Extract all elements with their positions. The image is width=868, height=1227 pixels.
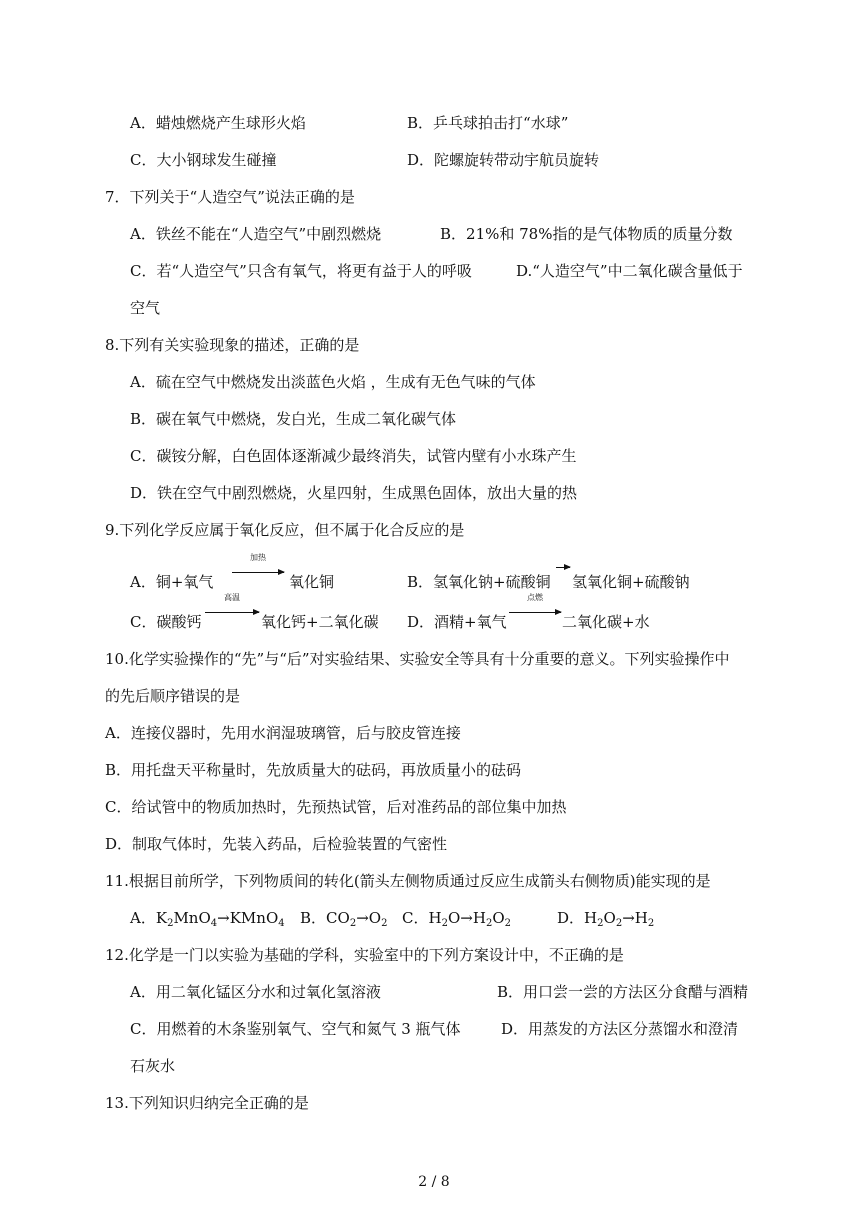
arrow-right-icon [232, 572, 284, 573]
q8-option-b: B．碳在氧气中燃烧，发白光，生成二氧化碳气体 [130, 410, 457, 428]
q6-option-c: C．大小钢球发生碰撞 [130, 151, 277, 169]
q9-option-d-left: D．酒精+氧气 [407, 613, 507, 631]
q9-option-b-arrow [556, 563, 570, 575]
q10-option-c: C．给试管中的物质加热时，先预热试管，后对准药品的部位集中加热 [105, 798, 567, 816]
q11-stem: 11.根据目前所学，下列物质间的转化(箭头左侧物质通过反应生成箭头右侧物质)能实现的是 [105, 872, 711, 890]
q8-option-c: C．碳铵分解，白色固体逐渐减少最终消失，试管内壁有小水珠产生 [130, 447, 577, 465]
q11-option-d: D．$H_2O_2\to H_2$ [557, 909, 655, 929]
q10-option-a: A．连接仪器时，先用水润湿玻璃管，后与胶皮管连接 [105, 724, 461, 742]
q6-option-b: B．乒乓球拍击打“水球” [407, 114, 569, 132]
q12-option-d-cont: 石灰水 [130, 1057, 176, 1075]
q9-option-b-left: B．氢氧化钠+硫酸铜 [407, 573, 551, 591]
q9-option-a-condition: 加热 [250, 553, 266, 562]
q10-option-d: D．制取气体时，先装入药品，后检验装置的气密性 [105, 835, 448, 853]
q7-option-d: D.“人造空气”中二氧化碳含量低于 [516, 262, 743, 280]
q12-option-c: C．用燃着的木条鉴别氧气、空气和氮气 3 瓶气体 [130, 1020, 461, 1038]
q6-option-d: D．陀螺旋转带动宇航员旋转 [407, 151, 600, 169]
q13-stem: 13.下列知识归纳完全正确的是 [105, 1094, 309, 1112]
q9-option-c-condition: 高温 [224, 593, 240, 602]
q9-option-d-condition: 点燃 [527, 593, 543, 602]
q7-option-a: A．铁丝不能在“人造空气”中剧烈燃烧 [130, 225, 382, 243]
q11-option-a: A．$K_2MnO_4\to KMnO_4$ [130, 909, 285, 929]
q7-option-b: B．21%和 78%指的是气体物质的质量分数 [440, 225, 733, 243]
q9-option-a-left: A．铜+氧气 [130, 573, 214, 591]
q9-option-c-left: C．碳酸钙 [130, 613, 202, 631]
q8-stem: 8.下列有关实验现象的描述，正确的是 [105, 336, 360, 354]
arrow-right-icon [509, 612, 561, 613]
q7-option-c: C．若“人造空气”只含有氧气，将更有益于人的呼吸 [130, 262, 472, 280]
q7-stem: 7．下列关于“人造空气”说法正确的是 [105, 188, 355, 206]
q10-stem: 10.化学实验操作的“先”与“后”对实验结果、实验安全等具有十分重要的意义。下列实验操作中 [105, 650, 730, 668]
q12-stem: 12.化学是一门以实验为基础的学科，实验室中的下列方案设计中，不正确的是 [105, 946, 624, 964]
q9-option-b-right: 氢氧化铜+硫酸钠 [572, 573, 690, 591]
q11-option-c: C．$H_2O\to H_2O_2$ [402, 909, 511, 929]
arrow-right-icon [556, 567, 570, 568]
q12-option-a: A．用二氧化锰区分水和过氧化氢溶液 [130, 983, 381, 1001]
q9-option-c-right: 氧化钙+二氧化碳 [261, 613, 379, 631]
q9-stem: 9.下列化学反应属于氧化反应，但不属于化合反应的是 [105, 521, 465, 539]
q9-option-d-right: 二氧化碳+水 [562, 613, 650, 631]
q11-option-b: B．$CO_2\to O_2$ [300, 909, 388, 929]
q9-option-d-arrow [509, 593, 561, 620]
page-number: 2 / 8 [418, 1174, 450, 1190]
q10-option-b: B．用托盘天平称量时，先放质量大的砝码，再放质量小的砝码 [105, 761, 522, 779]
q6-option-a: A．蜡烛燃烧产生球形火焰 [130, 114, 306, 132]
q7-option-d-cont: 空气 [130, 299, 161, 317]
q8-option-a: A．硫在空气中燃烧发出淡蓝色火焰 ，生成有无色气味的气体 [130, 373, 536, 391]
q8-option-d: D．铁在空气中剧烈燃烧，火星四射，生成黑色固体，放出大量的热 [130, 484, 578, 502]
q9-option-a-arrow [232, 553, 284, 580]
q12-option-b: B．用口尝一尝的方法区分食醋与酒精 [497, 983, 749, 1001]
q12-option-d: D．用蒸发的方法区分蒸馏水和澄清 [501, 1020, 739, 1038]
q10-stem-cont: 的先后顺序错误的是 [105, 687, 241, 705]
q9-option-a-right: 氧化铜 [289, 573, 335, 591]
q9-option-c-arrow [205, 593, 259, 620]
arrow-right-icon [205, 612, 259, 613]
